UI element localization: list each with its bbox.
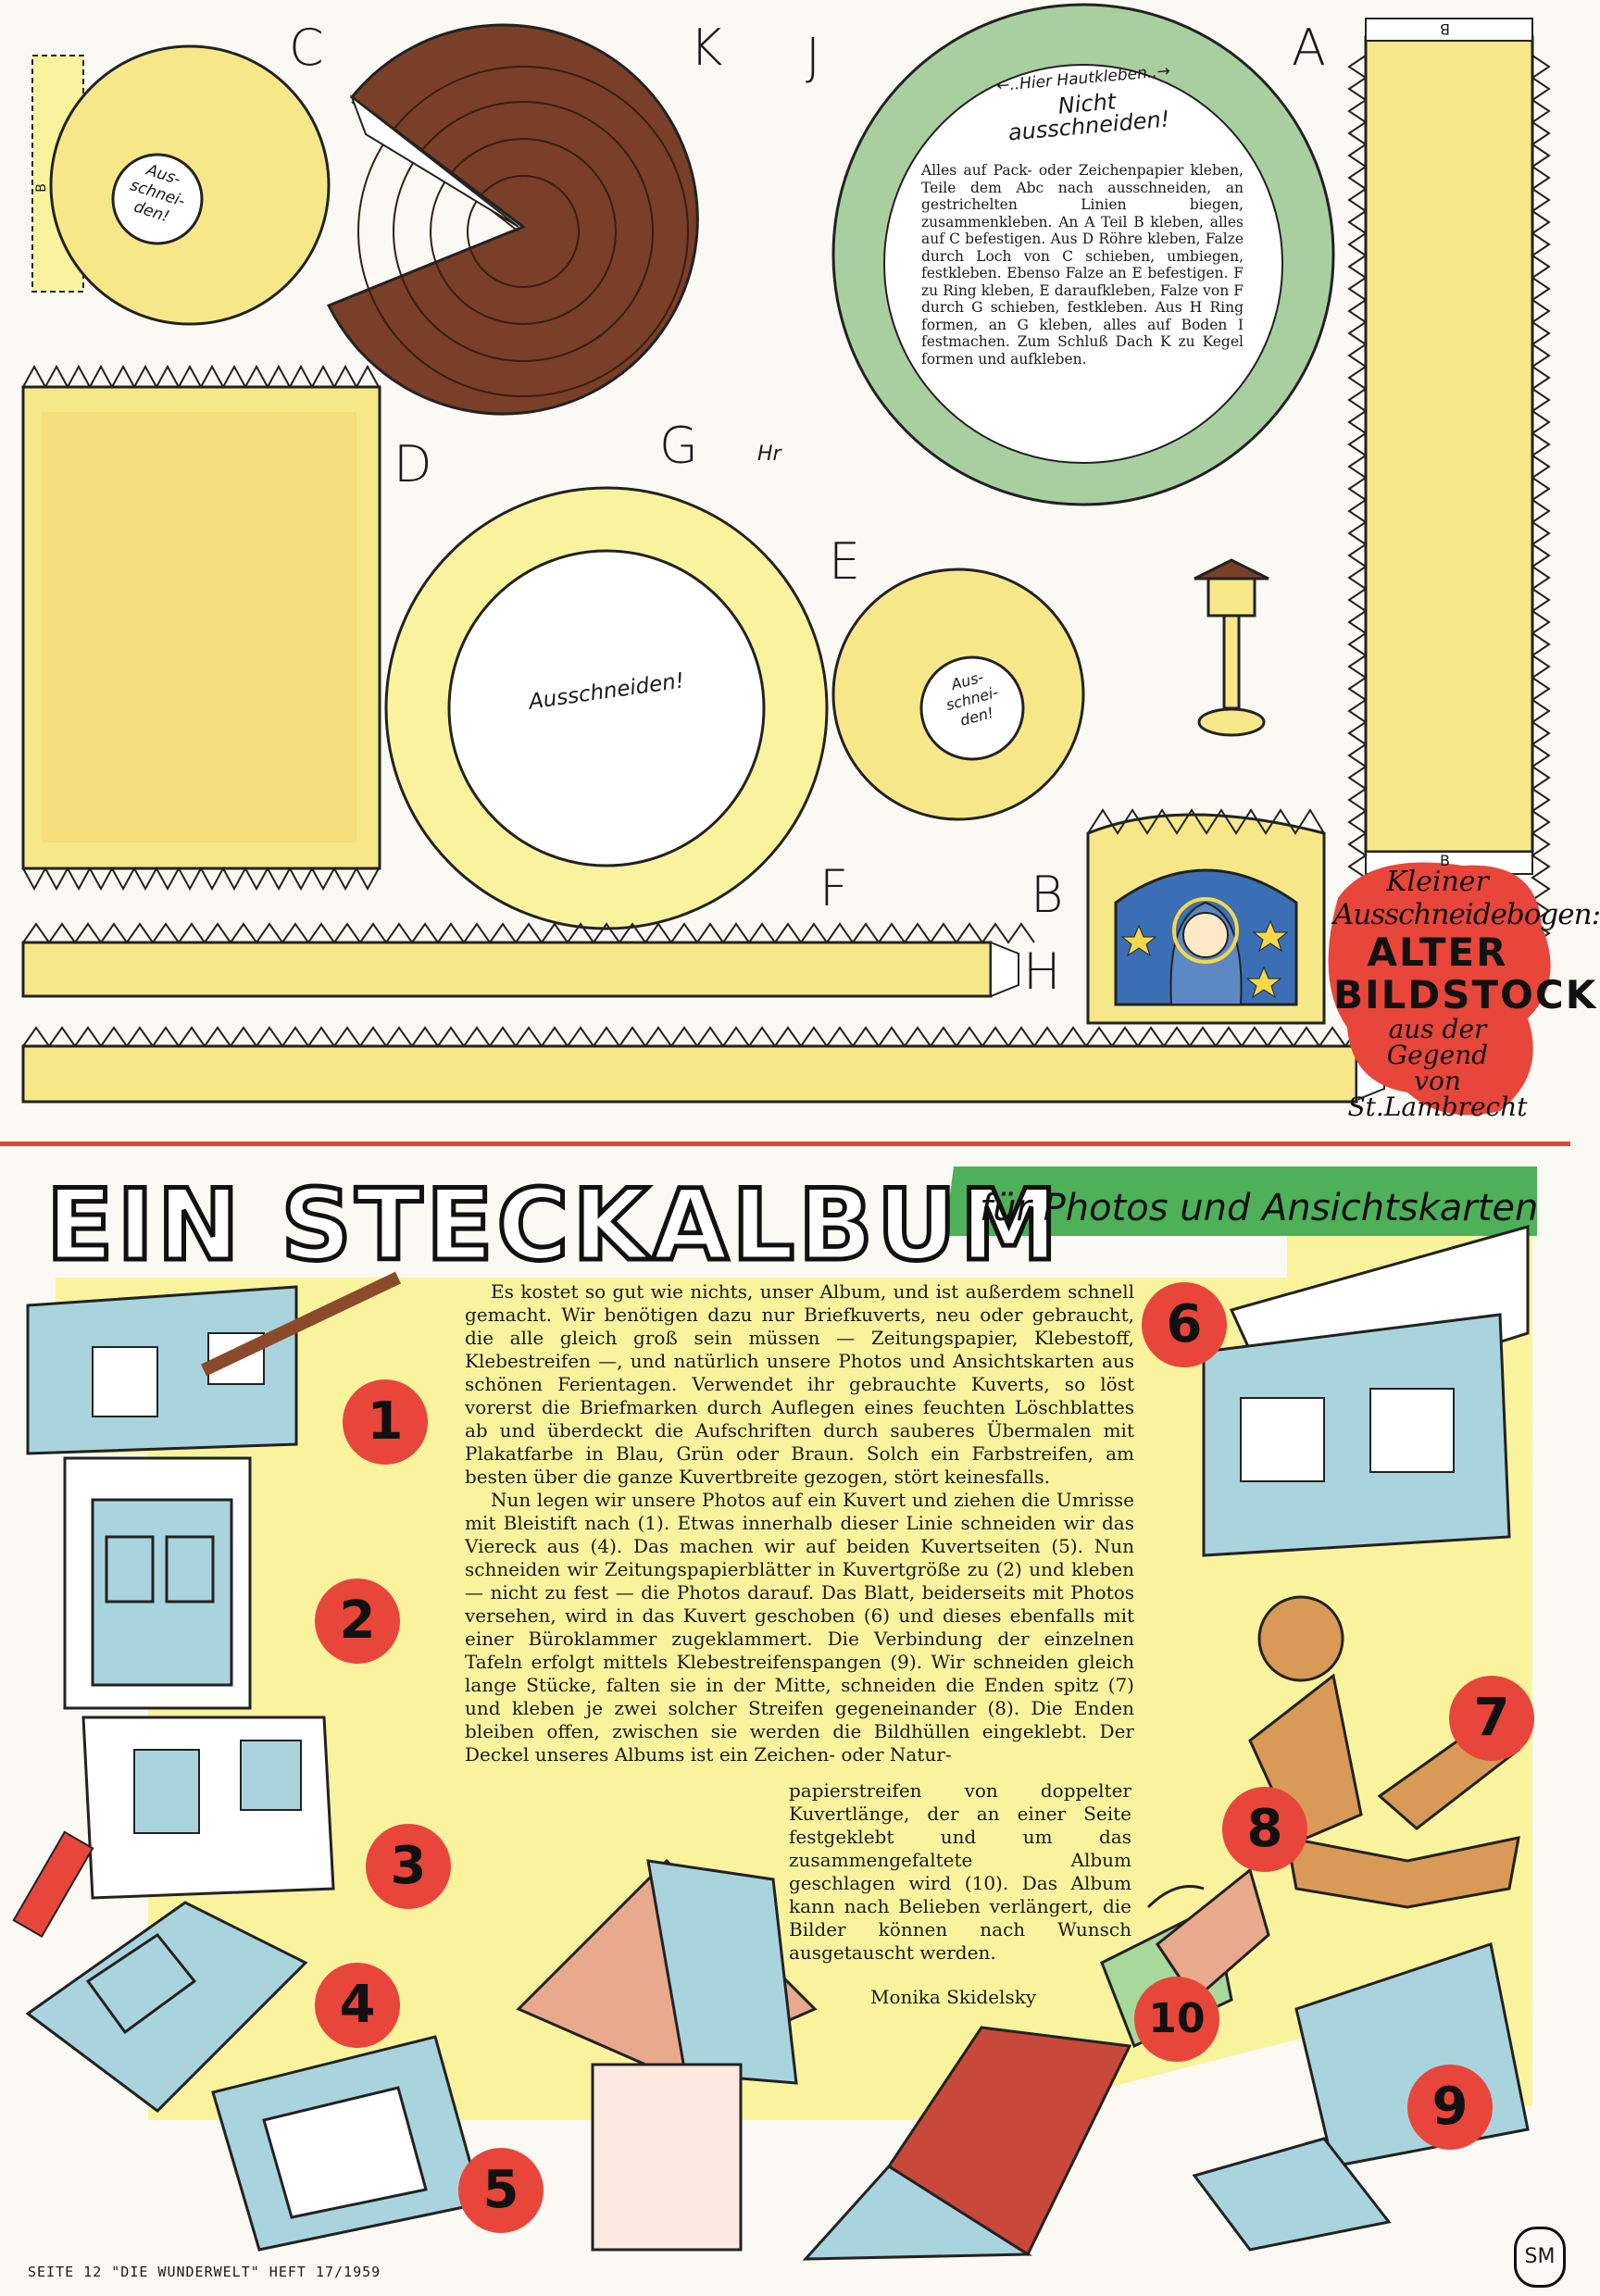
label-part-c: C [289, 19, 324, 77]
step-badge-2: 2 [315, 1578, 400, 1664]
artist-signature: Hr [757, 443, 781, 466]
label-part-k: K [690, 19, 723, 77]
label-part-f: F [819, 859, 849, 917]
title-line-6: Gegend [1386, 1040, 1489, 1070]
part-g-ring [386, 488, 827, 929]
title-line-4: BILDSTOCK [1333, 972, 1598, 1017]
cutout-title [1333, 866, 1600, 1122]
artist-monogram: SM [1514, 2227, 1566, 2288]
cut-label-e: Aus- schnei- den! [944, 668, 1001, 730]
step-badge-5: 5 [458, 2148, 544, 2233]
page-footer: SEITE 12 "DIE WUNDERWELT" HEFT 17/1959 [28, 2264, 381, 2280]
hier-hautkleben-label: ←..Hier Hautkleben..→ [995, 61, 1171, 96]
article-body [465, 1280, 1134, 1766]
step-6-illustration [1204, 1227, 1528, 1555]
zigzag-f [23, 924, 1034, 942]
label-part-b: B [1031, 866, 1064, 924]
article-subheadline: für Photos und Ansichtskarten [980, 1187, 1539, 1229]
cut-label-c: Aus- schnei- den! [128, 160, 188, 227]
step-badge-8: 8 [1222, 1787, 1307, 1872]
part-f-strip [23, 942, 1019, 996]
part-k-roof [329, 25, 697, 414]
step-badge-9: 9 [1407, 2065, 1493, 2150]
title-line-3: ALTER [1367, 930, 1508, 975]
title-line-5: aus der [1388, 1014, 1487, 1044]
lantern-illustration [1194, 560, 1269, 735]
label-part-a: A [1292, 19, 1326, 77]
label-part-e: E [829, 532, 861, 591]
article-headline: EIN STECKALBUM [46, 1168, 1062, 1282]
nicht-ausschneiden-label: Nicht ausschneiden! [1006, 88, 1171, 146]
step-badge-1: 1 [343, 1379, 428, 1465]
article-author: Monika Skidelsky [870, 1986, 1037, 2008]
cut-label-g: Ausschneiden! [527, 668, 686, 715]
step-badge-3: 3 [366, 1824, 451, 1909]
step-badge-10: 10 [1134, 1977, 1219, 2062]
title-line-8: St.Lambrecht [1347, 1092, 1528, 1122]
tab-b-top: B [1440, 20, 1450, 38]
title-line-1: Kleiner [1386, 866, 1489, 898]
title-line-2: Ausschneidebogen: [1333, 898, 1600, 931]
step-2-illustration [65, 1458, 250, 1708]
step-badge-7: 7 [1449, 1676, 1534, 1761]
part-a-column [1349, 19, 1549, 967]
tab-b-c: B [33, 183, 49, 193]
step-badge-4: 4 [315, 1963, 400, 2048]
assembly-instructions: Alles auf Pack- oder Zeichenpapier kleben, Teile dem Abc nach ausschneiden, an gestrichelten Linien biegen, zusammenkleben. An A Teil B kleben, alles auf C befestigen. Aus D Röhre kleben, Falze durch Loch von C schieben, umbiegen, festkleben. Ebenso Falze an E befestigen. F zu Ring kleben, E daraufkleben, Falze von F durch G schieben, festkleben. Aus H Ring formen, an G kleben, alles auf Boden I festmachen. Zum Schluß Dach K zu Kegel formen und aufkleben. [921, 162, 1244, 368]
label-part-g: G [659, 417, 698, 475]
article-paragraph-2: Nun legen wir unsere Photos auf ein Kuvert und ziehen die Umrisse mit Bleistift nach (1). Etwas innerhalb dieser Linie schneiden wir das Viereck aus (4). Das machen wir auf beiden Kuvertseiten (5). Nun schneiden wir Zeitungspapierblätter in Kuvertgröße zu (2) und kleben — nicht zu fest — die Photos darauf. Das Blatt, beiderseits mit Photos versehen, wird in das Kuvert geschoben (6) und dieses ebenfalls mit einer Büroklammer zugeklammert. Die Verbindung der einzelnen Tafeln erfolgt mittels Klebestreifenspangen (9). Wir schneiden gleich lange Stücke, falten sie in der Mitte, schneiden die Enden spitz (7) und kleben je zwei solcher Streifen gegeneinander (8). Die Enden bleiben offen, zwischen sie werden die Bildhüllen eingeklebt. Der Deckel unseres Albums ist ein Zeichen- oder Natur- [465, 1489, 1134, 1766]
article-paragraph-1: Es kostet so gut wie nichts, unser Album, und ist außerdem schnell gemacht. Wir benötigen dazu nur Briefkuverts, neu oder gebraucht, die alle gleich groß sein müssen — Zeitungspapier, Klebestoff, Klebestreifen —, und natürlich unsere Photos und Ansichtskarten aus schönen Ferientagen. Verwendet ihr gebrauchte Kuverts, so löst vorerst die Briefmarken durch Auflegen eines feuchten Löschblattes ab und überdeckt die Aufschriften durch sauberes Übermalen mit Plakatfarbe in Blau, Grün oder Braun. Solch ein Farbstreifen, am besten über die ganze Kuvertbreite gezogen, stört keinesfalls. [465, 1280, 1134, 1488]
section-divider [0, 1142, 1570, 1146]
zigzag-h [23, 1028, 1475, 1046]
step-badge-6: 6 [1142, 1282, 1227, 1367]
label-part-j: J [806, 28, 820, 86]
part-h-strip [23, 1046, 1384, 1102]
label-part-h: H [1023, 942, 1061, 1001]
tab-b-bottom: B [1440, 852, 1450, 869]
article-paragraph-2-continued: papierstreifen von doppelter Kuvertlänge, der an einer Seite festgeklebt und um das zusammengefaltete Album geschlagen wird (10). Das Album kann nach Belieben verlängert, die Bilder können nach Wunsch ausgetauscht werden. [789, 1779, 1131, 1964]
title-line-7: von [1414, 1066, 1461, 1096]
label-part-d: D [394, 435, 432, 493]
part-b-shrine [1088, 810, 1324, 1023]
part-d-tube [23, 367, 380, 889]
